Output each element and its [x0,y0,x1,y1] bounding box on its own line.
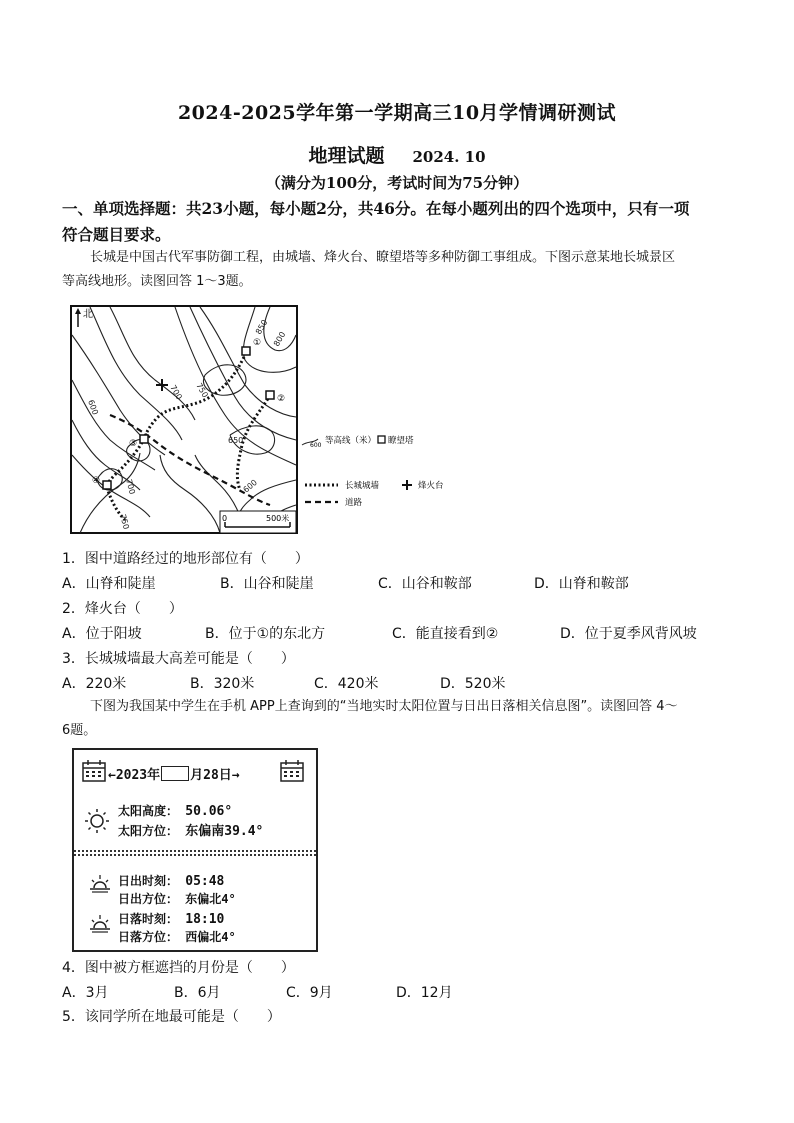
date-selector[interactable] [108,764,240,783]
q3-option-a: A．220米 [62,676,127,692]
hidden-month-box [161,766,189,781]
section-heading [62,196,734,248]
sunrise-dir-value: 东偏北4° [185,892,236,906]
divider [74,850,316,852]
question-3: 3．长城城墙最大高差可能是（ ） [62,651,295,667]
date-suffix: 月28日→ [190,768,240,783]
q4-option-b: B．6月 [174,985,221,1001]
scale-end: 500米 [266,514,290,523]
legend-beacon: 烽火台 [418,481,444,491]
q1-option-b: B．山谷和陡崖 [220,576,314,592]
legend-tower: 瞭望塔 [388,436,414,446]
q2-option-a: A．位于阳坡 [62,626,142,642]
intro1-line2: 等高线地形。读图回答 1～3题。 [62,274,252,289]
contour-label: 800 [271,330,288,348]
question-4: 4．图中被方框遮挡的月份是（ ） [62,960,295,976]
watchtower-icon [242,347,250,355]
intro-passage-1 [62,246,738,294]
watchtower-icon [140,435,148,443]
sunrise-dir-row [118,890,236,907]
sunrise-time-value: 05:48 [185,874,225,889]
sunset-time-value: 18:10 [185,912,225,927]
point-label: ③ [129,439,138,449]
q3-option-d: D．520米 [440,676,506,692]
exam-title: 2024-2025学年第一学期高三10月学情调研测试 [177,102,617,124]
point-label: ② [277,394,286,404]
divider [74,854,316,856]
contour-label: 850 [253,318,270,336]
q4-option-a: A．3月 [62,985,109,1001]
north-label: 北 [83,309,93,320]
q2-option-d: D．位于夏季风背风坡 [560,626,697,642]
sunset-icon [88,914,112,934]
intro-passage-2 [62,695,738,743]
question-5: 5．该同学所在地最可能是（ ） [62,1009,281,1025]
q4-option-d: D．12月 [396,985,453,1001]
watchtower-icon [103,481,111,489]
sunset-time-label: 日落时刻： [118,912,179,926]
q1-option-a: A．山脊和陡崖 [62,576,156,592]
q3-option-c: C．420米 [314,676,379,692]
q1-option-c: C．山谷和鞍部 [378,576,472,592]
sun-azimuth-value: 东偏南39.4° [185,824,264,839]
contour-label: 750 [194,381,210,400]
scale-start: 0 [222,514,228,523]
calendar-right-icon [280,760,304,782]
sun-position-app-figure [72,748,318,952]
sun-altitude-row [118,802,232,819]
point-label: ① [253,338,262,348]
sun-icon [84,808,110,834]
subject-label: 地理试题 [308,145,385,167]
calendar-left-icon [82,760,106,782]
sunset-dir-row [118,928,236,945]
legend-contour: 等高线（米） [325,436,377,446]
sunrise-time-row [118,872,224,889]
watchtower-icon [266,391,274,399]
sun-azimuth-row [118,820,263,839]
section-heading-line1: 一、单项选择题：共23小题，每小题2分，共46分。在每小题列出的四个选项中，只有一项 [62,199,690,218]
contour-label: 600 [86,398,100,417]
map-legend [302,435,444,508]
intro2-line2: 6题。 [62,723,97,738]
sunrise-icon [88,874,112,894]
sunset-dir-label: 日落方位： [118,930,179,944]
section-heading-line2: 符合题目要求。 [62,225,171,244]
contour-label: 650 [228,436,244,445]
sunset-dir-value: 西偏北4° [185,930,236,944]
legend-wall: 长城城墙 [345,481,380,491]
sunrise-time-label: 日出时刻： [118,874,179,888]
question-2: 2．烽火台（ ） [62,601,183,617]
sunrise-dir-label: 日出方位： [118,892,179,906]
intro2-line1: 下图为我国某中学生在手机 APP上查询到的“当地实时太阳位置与日出日落相关信息图”。读图回答 4～ [90,699,678,714]
sun-altitude-value: 50.06° [185,804,233,819]
great-wall-contour-map [70,305,478,537]
q3-option-b: B．320米 [190,676,255,692]
contour-label: 700 [124,478,137,496]
scale-bar [220,511,296,533]
legend-road: 道路 [345,498,363,508]
contour-label: 750 [118,513,131,531]
sun-azimuth-label: 太阳方位： [118,824,179,838]
intro1-line1: 长城是中国古代军事防御工程，由城墙、烽火台、瞭望塔等多种防御工事组成。下图示意某地长城景区 [90,250,676,265]
q1-option-d: D．山脊和鞍部 [534,576,629,592]
exam-note: （满分为100分，考试时间为75分钟） [265,174,529,192]
sun-altitude-label: 太阳高度： [118,804,179,818]
q2-option-b: B．位于①的东北方 [205,626,326,642]
question-1: 1．图中道路经过的地形部位有（ ） [62,551,309,567]
date-prefix: ←2023年 [108,768,161,783]
sunset-time-row [118,910,224,927]
q2-option-c: C．能直接看到② [392,626,499,642]
exam-date: 2024. 10 [412,148,486,166]
legend-watchtower-icon [378,436,385,443]
contour-label: 600 [241,477,259,495]
contour-label: 700 [168,383,184,402]
q4-option-c: C．9月 [286,985,333,1001]
exam-subject [0,141,794,168]
point-label: ④ [92,476,101,486]
svg-text:600: 600 [310,442,322,449]
